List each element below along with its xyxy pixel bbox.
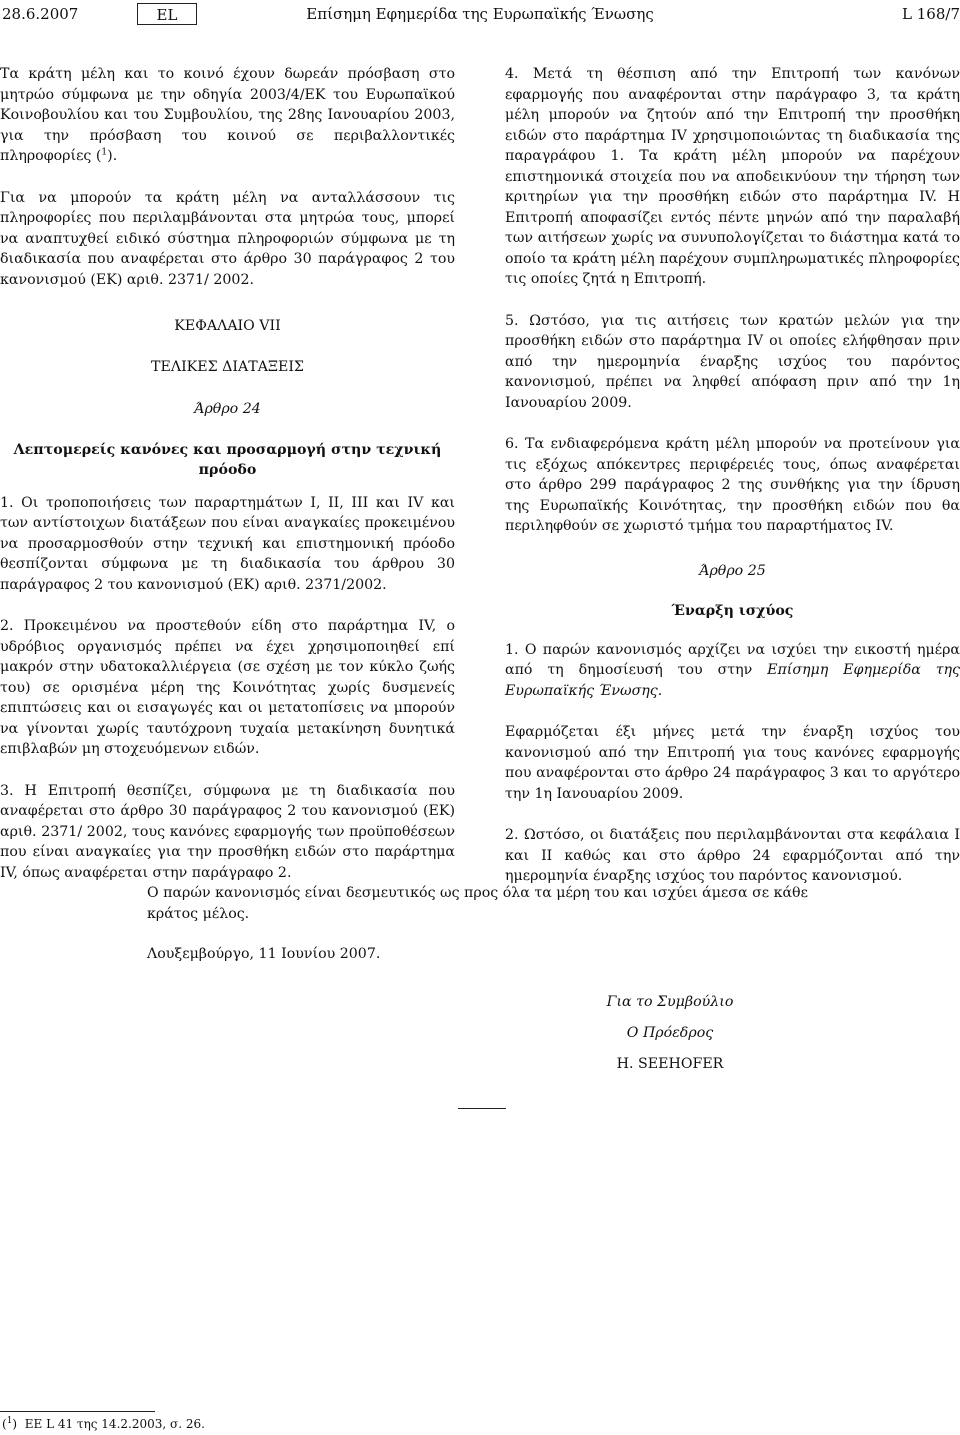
footnote-text: ΕΕ L 41 της 14.2.2003, σ. 26. bbox=[24, 1417, 205, 1431]
chapter-number: ΚΕΦΑΛΑΙΟ VII bbox=[174, 318, 281, 334]
closing-section bbox=[147, 883, 817, 985]
page-header bbox=[0, 0, 960, 32]
article-25-application: Εφαρμόζεται έξι μήνες μετά την έναρξη ισχύος του κανονισμού από την Επιτροπή για τους κανόνες εφαρμογής που αναφέρονται στο άρθρο 24 παράγραφος 3 και το αργότερο την 1η Ιανουαρίου 2009. bbox=[505, 724, 960, 802]
left-column bbox=[0, 64, 455, 904]
paragraph-information-system: Για να μπορούν τα κράτη μέλη να ανταλλάσσουν τις πληροφορίες που περιλαμβάνονται στα μητρώα τους, μπορεί να αναπτυχθεί ειδικό σύστημα πληροφοριών σύμφωνα με τη διαδικασία που αναφέρεται στο άρθρο 30 παράγραφος 2 του κανονισμού (ΕΚ) αριθ. 2371/ 2002. bbox=[0, 189, 455, 288]
journal-title: Επίσημη Εφημερίδα της Ευρωπαϊκής Ένωσης bbox=[306, 5, 654, 23]
chapter-title: ΤΕΛΙΚΕΣ ΔΙΑΤΑΞΕΙΣ bbox=[151, 358, 304, 375]
article-25-paragraph-1: 1. Ο παρών κανονισμός αρχίζει να ισχύει την εικοστή ημέρα από τη δημοσίευσή του στην Επίσημη Εφημερίδα της Ευρωπαϊκής Ένωσης. bbox=[505, 641, 960, 699]
article-24-paragraph-3: 3. Η Επιτροπή θεσπίζει, σύμφωνα με τη διαδικασία που αναφέρεται στο άρθρο 30 παράγραφος 2 του κανονισμού (ΕΚ) αριθ. 2371/ 2002, τους κανόνες εφαρμογής των προϋποθέσεων που είναι αναγκαίες για την προσθήκη ειδών στο παράρτημα IV, όπως αναφέρεται στην παράγραφο 2. bbox=[0, 782, 455, 881]
article-25-title: Έναρξη ισχύος bbox=[671, 603, 794, 619]
signatory-name: H. SEEHOFER bbox=[616, 1056, 724, 1072]
right-column bbox=[505, 64, 960, 908]
section-divider bbox=[458, 1108, 506, 1109]
article-24-number: Άρθρο 24 bbox=[194, 401, 261, 417]
article-24-paragraph-1: 1. Οι τροποποιήσεις των παραρτημάτων I, II, III και IV και των αντίστοιχων διατάξεων που είναι αναγκαίες προκειμένου να προσαρμοσθούν στην τεχνική και επιστημονική πρόοδο θεσπίζονται σύμφωνα με τη διαδικασία του άρθρου 30 παράγραφος 2 του κανονισμού (ΕΚ) αριθ. 2371/2002. bbox=[0, 494, 455, 593]
article-24-paragraph-2: 2. Προκειμένου να προστεθούν είδη στο παράρτημα IV, ο υδρόβιος οργανισμός πρέπει να έχει χρησιμοποιηθεί επί μακρόν στην υδατοκαλλιέργεια (σε σχέση με τον κύκλο ζωής του) σε ορισμένα μέρη της Κοινότητας χωρίς δυσμενείς επιπτώσεις και οι εισαγωγές και οι μετατοπίσεις να μπορούν να γίνονται χωρίς ταυτόχρονη τυχαία μετακίνηση δυνητικά επιβλαβών μη στοχευόμενων ειδών. bbox=[0, 618, 455, 757]
article-24-paragraph-5: 5. Ωστόσο, για τις αιτήσεις των κρατών μελών για την προσθήκη ειδών στο παράρτημα IV οι οποίες ελήφθησαν πριν από την ημερομηνία έναρξης ισχύος του παρόντος κανονισμού, πρέπει να ληφθεί απόφαση πριν από την 1η Ιανουαρίου 2009. bbox=[505, 312, 960, 411]
article-24-paragraph-4: 4. Μετά τη θέσπιση από την Επιτροπή των κανόνων εφαρμογής που αναφέρονται στην παράγραφο 3, τα κράτη μέλη μπορούν να ζητούν από την Επιτροπή την προσθήκη ειδών στο παράρτημα IV χρησιμοποιώντας τη διαδικασία της παραγράφου 1. Τα κράτη μέλη μπορούν να παρέχουν επιστημονικά στοιχεία που να αποδεικνύουν την τήρηση των κριτηρίων για την προσθήκη ειδών στο παράρτημα IV. Η Επιτροπή αποφασίζει εντός πέντε μηνών από την παραλαβή των αιτήσεων χωρίς να συνυπολογίζεται το διάστημα κατά το οποίο τα κράτη μέλη παρέχουν συμπληρωματικές πληροφορίες τις οποίες ζητά η Επιτροπή. bbox=[505, 66, 960, 287]
language-badge: EL bbox=[137, 3, 197, 25]
signature-for-council: Για το Συμβούλιο bbox=[606, 994, 734, 1010]
place-and-date: Λουξεμβούργο, 11 Ιουνίου 2007. bbox=[147, 946, 381, 962]
article-24-title: Λεπτομερείς κανόνες και προσαρμογή στην τεχνική πρόοδο bbox=[13, 441, 442, 478]
journal-reference: Επίσημη Εφημερίδα της Ευρωπαϊκής Ένωσης bbox=[505, 662, 960, 699]
signature-title: Ο Πρόεδρος bbox=[626, 1025, 714, 1041]
footnote-separator bbox=[0, 1411, 155, 1412]
article-25-number: Άρθρο 25 bbox=[699, 562, 766, 579]
article-25-paragraph-2: 2. Ωστόσο, οι διατάξεις που περιλαμβάνονται στα κεφάλαια I και II καθώς και στο άρθρο 24 εφαρμόζονται από την ημερομηνία έναρξης ισχύος του παρόντος κανονισμού. bbox=[505, 827, 960, 884]
article-24-paragraph-6: 6. Τα ενδιαφερόμενα κράτη μέλη μπορούν να προτείνουν για τις εξόχως απόκεντρες περιφέρειές τους, όπως αναφέρεται στο άρθρο 299 παράγραφος 2 της συνθήκης για την ίδρυση της Ευρωπαϊκής Κοινότητας, την προσθήκη ειδών που θα περιληφθούν σε χωριστό τμήμα του παραρτήματος IV. bbox=[505, 436, 960, 534]
footnote: ($^1$) ΕΕ L 41 της 14.2.2003, σ. 26. bbox=[2, 1416, 205, 1431]
footnote-number: 1 bbox=[6, 1416, 13, 1426]
paragraph-register-access: Τα κράτη μέλη και το κοινό έχουν δωρεάν πρόσβαση στο μητρώο σύμφωνα με την οδηγία 2003/4/ΕΚ του Ευρωπαϊκού Κοινοβουλίου και του Συμβουλίου, της 28ης Ιανουαρίου 2003, για την πρόσβαση του κοινού σε περιβαλλοντικές πληροφορίες ($^1$). bbox=[0, 66, 455, 164]
footnote-ref[interactable]: 1 bbox=[101, 147, 108, 158]
header-date: 28.6.2007 bbox=[2, 5, 79, 23]
page-number: L 168/7 bbox=[902, 5, 960, 23]
binding-statement: Ο παρών κανονισμός είναι δεσμευτικός ως προς όλα τα μέρη του και ισχύει άμεσα σε κάθε κράτος μέλος. bbox=[147, 885, 808, 922]
